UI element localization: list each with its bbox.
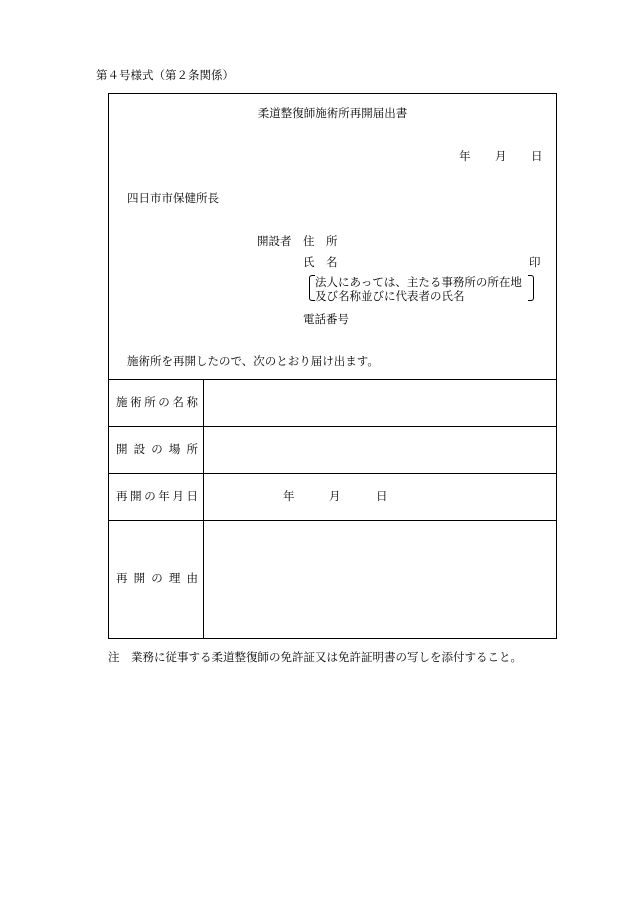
form-title: 柔道整復師施術所再開届出書: [257, 106, 408, 120]
seal-mark: 印: [529, 255, 541, 269]
footnote: 注 業務に従事する柔道整復師の免許証又は免許証明書の写しを添付すること。: [108, 650, 522, 664]
reopen-date-day: 日: [376, 489, 388, 503]
form-number: 第４号様式（第２条関係）: [96, 68, 234, 82]
location-label: 開設の場所: [116, 442, 198, 456]
reason-field[interactable]: [204, 521, 556, 639]
applicant-label: 開設者: [257, 234, 292, 248]
reopen-date-year: 年: [283, 489, 295, 503]
reason-label: 再開の理由: [116, 571, 198, 585]
date-year: 年: [459, 149, 471, 163]
name-label: 氏 名: [303, 255, 338, 269]
corporate-note-line2: 及び名称並びに代表者の氏名: [315, 289, 465, 303]
facility-name-field[interactable]: [204, 380, 556, 426]
addressee: 四日市市保健所長: [127, 191, 219, 205]
facility-name-label: 施術所の名称: [116, 395, 198, 409]
date-month: 月: [495, 149, 507, 163]
bracket-right: [528, 275, 534, 301]
reopen-date-month: 月: [329, 489, 341, 503]
location-field[interactable]: [204, 427, 556, 473]
table-row-divider: [109, 473, 556, 474]
date-day: 日: [531, 149, 543, 163]
address-label: 住 所: [303, 234, 338, 248]
reopen-date-label: 再開の年月日: [116, 489, 198, 503]
corporate-note-line1: 法人にあっては、主たる事務所の所在地: [315, 275, 522, 289]
form-box: [108, 93, 557, 639]
phone-label: 電話番号: [303, 312, 349, 326]
statement: 施術所を再開したので、次のとおり届け出ます。: [127, 354, 379, 368]
